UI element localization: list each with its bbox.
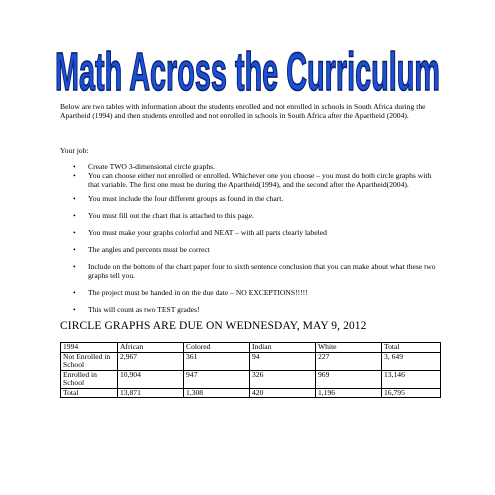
table-cell: 13,146 xyxy=(382,370,441,388)
table-cell: 947 xyxy=(184,370,250,388)
table-header-cell: 1994 xyxy=(61,343,118,353)
table-cell: 3, 649 xyxy=(382,352,441,370)
task-item: • This will count as two TEST grades! xyxy=(60,305,440,314)
table-cell: 227 xyxy=(316,352,382,370)
table-cell: 361 xyxy=(184,352,250,370)
table-cell: 420 xyxy=(250,388,316,398)
your-job-label: Your job: xyxy=(60,146,89,155)
intro-paragraph: Below are two tables with information about the students enrolled and not enrolled in schools in South Africa during the Apartheid (1994) and then students enrolled and not enrolled in schools in South Africa after the Apartheid (2004). xyxy=(60,102,426,120)
task-item: • The angles and percents must be correct xyxy=(60,245,440,254)
task-item: • You must include the four different groups as found in the chart. xyxy=(60,194,440,203)
table-header-cell: White xyxy=(316,343,382,353)
table-cell: Total xyxy=(61,388,118,398)
enrollment-table xyxy=(60,342,441,398)
task-item: • You must fill out the chart that is attached to this page. xyxy=(60,211,440,220)
table-cell: 13,871 xyxy=(118,388,184,398)
table-cell: 1,308 xyxy=(184,388,250,398)
table-header-cell: Indian xyxy=(250,343,316,353)
task-item: • Include on the bottom of the chart paper four to sixth sentence conclusion that you can make about what these two graphs tell you. xyxy=(60,262,440,280)
table-cell: Not Enrolled in School xyxy=(61,352,118,370)
task-item: • The project must be handed in on the due date – NO EXCEPTIONS!!!!! xyxy=(60,288,440,297)
table-row xyxy=(61,352,441,370)
table-cell: 326 xyxy=(250,370,316,388)
table-cell: 969 xyxy=(316,370,382,388)
title-banner xyxy=(0,40,495,102)
table-header-cell: Total xyxy=(382,343,441,353)
table-cell: 16,795 xyxy=(382,388,441,398)
task-item: • You must make your graphs colorful and NEAT – with all parts clearly labeled xyxy=(60,228,440,237)
page-title: Math Across the Curriculum xyxy=(55,42,440,102)
table-row xyxy=(61,370,441,388)
task-item: • You can choose either not enrolled or enrolled. Whichever one you choose – you must do both circle graphs with that variable. The first one must be during the Apartheid(1994), and the second after the Apartheid(2004). xyxy=(60,171,440,189)
table-cell: 94 xyxy=(250,352,316,370)
due-date-notice: CIRCLE GRAPHS ARE DUE ON WEDNESDAY, MAY 9, 2012 xyxy=(60,320,367,332)
table-cell: 10,904 xyxy=(118,370,184,388)
table-cell: 2,967 xyxy=(118,352,184,370)
task-list xyxy=(60,162,440,314)
table-cell: Enrolled in School xyxy=(61,370,118,388)
table-header-cell: African xyxy=(118,343,184,353)
task-item: • Create TWO 3-dimensional circle graphs. xyxy=(60,162,440,171)
table-row xyxy=(61,388,441,398)
table-header-cell: Colored xyxy=(184,343,250,353)
table-header-row xyxy=(61,343,441,353)
table-cell: 1,196 xyxy=(316,388,382,398)
